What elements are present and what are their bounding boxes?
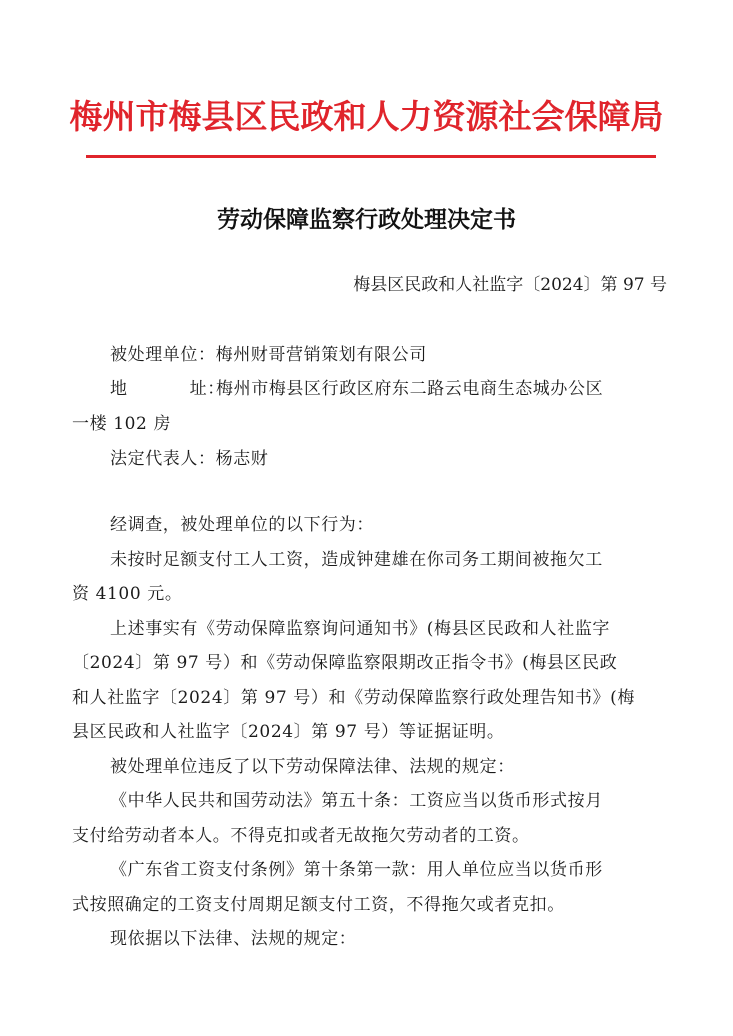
agency-title: 梅州市梅县区民政和人力资源社会保障局 — [69, 97, 664, 136]
paragraph-labor-law-1: 《中华人民共和国劳动法》第五十条：工资应当以货币形式按月 — [110, 791, 603, 811]
paragraph-evidence-3: 和人社监字〔2024〕第 97 号）和《劳动保障监察行政处理告知书》(梅 — [72, 688, 635, 708]
address-line — [72, 372, 710, 407]
unit-value: 梅州财哥营销策划有限公司 — [215, 345, 427, 365]
paragraph-violation-2: 资 4100 元。 — [72, 584, 183, 604]
paragraph-wage-regulation-2: 式按照确定的工资支付周期足额支付工资，不得拖欠或者克扣。 — [72, 895, 565, 915]
address-label-b: 址： — [189, 379, 225, 399]
paragraph-investigation: 经调查，被处理单位的以下行为： — [110, 515, 374, 535]
red-divider — [86, 155, 656, 158]
address-label — [110, 372, 225, 407]
paragraph-labor-law-2: 支付给劳动者本人。不得克扣或者无故拖欠劳动者的工资。 — [72, 826, 530, 846]
rep-value: 杨志财 — [215, 449, 269, 469]
document-title: 劳动保障监察行政处理决定书 — [217, 206, 516, 233]
rep-line — [72, 442, 710, 477]
paragraph-evidence-2: 〔2024〕第 97 号）和《劳动保障监察限期改正指令书》(梅县区民政 — [72, 653, 618, 673]
unit-line — [72, 338, 710, 373]
rep-label: 法定代表人： — [110, 449, 216, 469]
unit-label: 被处理单位： — [110, 345, 216, 365]
paragraph-basis: 现依据以下法律、法规的规定： — [110, 929, 357, 949]
address-label-a: 地 — [110, 379, 128, 399]
address-line-2: 一楼 102 房 — [72, 414, 172, 434]
paragraph-violation-1: 未按时足额支付工人工资，造成钟建雄在你司务工期间被拖欠工 — [110, 550, 603, 570]
paragraph-wage-regulation-1: 《广东省工资支付条例》第十条第一款：用人单位应当以货币形 — [110, 860, 603, 880]
paragraph-evidence-1: 上述事实有《劳动保障监察询问通知书》(梅县区民政和人社监字 — [110, 619, 611, 639]
paragraph-regulations-intro: 被处理单位违反了以下劳动保障法律、法规的规定： — [110, 757, 515, 777]
address-value: 梅州市梅县区行政区府东二路云电商生态城办公区 — [216, 379, 604, 399]
paragraph-evidence-4: 县区民政和人社监字〔2024〕第 97 号）等证据证明。 — [72, 722, 505, 742]
document-number: 梅县区民政和人社监字〔2024〕第 97 号 — [353, 275, 667, 295]
